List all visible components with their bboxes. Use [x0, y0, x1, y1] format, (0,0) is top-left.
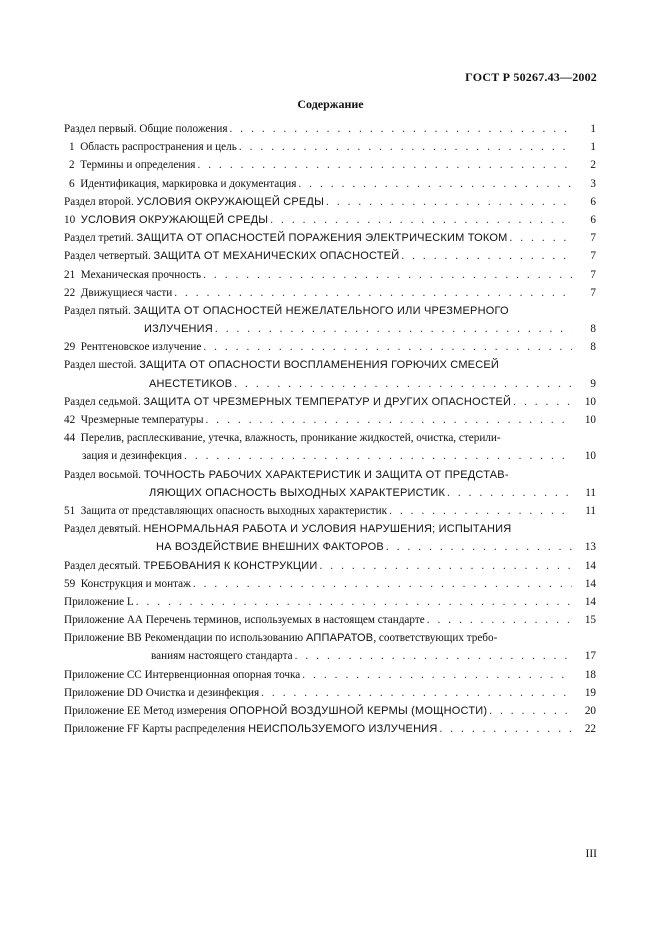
toc-entry-caps-text: ОПОРНОЙ ВОЗДУШНОЙ КЕРМЫ (МОЩНОСТИ)	[229, 705, 488, 717]
toc-entry-page-number: 7	[590, 232, 596, 245]
toc-entry-title	[156, 538, 384, 556]
toc-entry-page-number: 15	[584, 614, 596, 627]
toc-entry-text: 51 Защита от представляющих опасность выходных характеристик	[64, 504, 388, 517]
toc-entry-text: Раздел второй.	[64, 195, 137, 208]
toc-entry-text: Приложение СС Интервенционная опорная точка	[64, 668, 301, 681]
toc-entry-title	[64, 611, 425, 629]
dot-leader	[184, 447, 572, 465]
toc-entry-page-number: 3	[590, 177, 596, 190]
toc-entry-caps-text: ЗАЩИТА ОТ ЧРЕЗМЕРНЫХ ТЕМПЕРАТУР И ДРУГИХ ОПАСНОСТЕЙ	[143, 395, 512, 408]
toc-entry-caps-text: НА ВОЗДЕЙСТВИЕ ВНЕШНИХ ФАКТОРОВ	[156, 541, 384, 554]
dot-leader	[206, 411, 572, 429]
toc-entry-line	[64, 356, 596, 374]
toc-entry-text: ваниям настоящего стандарта	[151, 650, 293, 663]
toc-entry-line	[64, 247, 572, 265]
toc-entry-page-number: 6	[590, 213, 596, 226]
toc-entry-line	[69, 175, 572, 193]
toc-entry-text: 29 Рентгеновское излучение	[64, 341, 202, 354]
toc-entry-text: 2 Термины и определения	[69, 159, 196, 172]
toc-entry[interactable]	[64, 156, 596, 174]
toc-entry-title	[64, 356, 499, 374]
toc-entry-text: Раздел пятый.	[64, 304, 134, 317]
toc-entry-line	[64, 629, 596, 647]
toc-entry[interactable]	[64, 266, 596, 284]
toc-entry[interactable]	[64, 302, 596, 320]
toc-entry-title	[64, 575, 191, 593]
toc-entry-title	[64, 666, 300, 684]
toc-entry-page-number: 11	[585, 486, 596, 499]
toc-entry[interactable]	[64, 175, 596, 193]
toc-entry-line	[149, 375, 572, 393]
toc-entry[interactable]	[64, 684, 596, 702]
toc-entry[interactable]	[64, 557, 596, 575]
dot-leader	[295, 647, 572, 665]
toc-entry-title	[64, 629, 497, 647]
toc-entry[interactable]	[64, 429, 596, 447]
toc-entry-line	[69, 156, 572, 174]
toc-entry-line	[64, 720, 572, 738]
toc-entry-caps-text: ЗАЩИТА ОТ ОПАСНОСТЕЙ НЕЖЕЛАТЕЛЬНОГО ИЛИ ЧРЕЗМЕРНОГО	[133, 304, 509, 317]
toc-entry[interactable]	[64, 593, 596, 611]
toc-entry[interactable]	[64, 229, 596, 247]
dot-leader	[298, 175, 572, 193]
toc-entry-text: зация и дезинфекция	[82, 450, 183, 463]
toc-entry-title	[64, 684, 259, 702]
toc-entry-line	[64, 557, 572, 575]
toc-entry-title	[151, 647, 293, 665]
toc-entry[interactable]	[64, 702, 596, 720]
toc-entry-line	[64, 229, 572, 247]
toc-entry-page-number: 7	[590, 250, 596, 263]
toc-entry-title	[64, 302, 509, 320]
toc-entry-title	[69, 138, 237, 156]
toc-entry-title	[64, 266, 201, 284]
dot-leader	[447, 484, 572, 502]
toc-entry-title	[64, 411, 204, 429]
toc-entry-page-number: 14	[584, 595, 596, 608]
toc-entry[interactable]	[64, 520, 596, 538]
toc-entry-page-number: 14	[584, 559, 596, 572]
dot-leader	[230, 120, 572, 138]
toc-entry-title	[69, 175, 296, 193]
toc-entry-caps-text: ЛЯЮЩИХ ОПАСНОСТЬ ВЫХОДНЫХ ХАРАКТЕРИСТИК	[149, 486, 446, 499]
toc-entry-title	[64, 393, 511, 411]
toc-entry-title	[64, 702, 487, 720]
toc-entry-line	[156, 538, 572, 556]
toc-entry-page-number: 1	[590, 141, 596, 154]
dot-leader	[510, 229, 572, 247]
toc-entry-page-number: 8	[590, 341, 596, 354]
dot-leader	[489, 702, 572, 720]
toc-entry[interactable]	[64, 447, 596, 465]
dot-leader	[203, 338, 572, 356]
toc-entry-title	[64, 520, 511, 538]
toc-entry-title	[144, 320, 213, 338]
toc-title: Содержание	[297, 97, 364, 111]
toc-entry-caps-text: ИЗЛУЧЕНИЯ	[144, 323, 213, 336]
toc-entry-caps-text: НЕИСПОЛЬЗУЕМОГО ИЗЛУЧЕНИЯ	[248, 723, 438, 736]
toc-entry-text: 42 Чрезмерные температуры	[64, 414, 204, 426]
toc-entry[interactable]	[64, 538, 596, 556]
toc-entry-caps-text: АНЕСТЕТИКОВ	[149, 377, 233, 390]
toc-entry-page-number: 20	[584, 705, 596, 717]
toc-entry-page-number: 10	[584, 450, 596, 463]
standard-header: ГОСТ Р 50267.43—2002	[465, 70, 597, 84]
toc-entry-title	[64, 557, 317, 575]
toc-entry-title	[64, 229, 508, 247]
toc-entry-caps-text: УСЛОВИЯ ОКРУЖАЮЩЕЙ СРЕДЫ	[136, 195, 325, 208]
toc-entry-text: Раздел седьмой.	[64, 395, 144, 408]
dot-leader	[513, 393, 572, 411]
toc-entry-line	[69, 138, 572, 156]
dot-leader	[270, 211, 572, 229]
toc-entry-line	[64, 266, 572, 284]
toc-entry-title	[64, 466, 509, 484]
toc-entry-line	[64, 684, 572, 702]
toc-entry-text: Приложение ЕЕ Метод измерения	[64, 705, 230, 717]
toc-entry-line	[64, 338, 572, 356]
dot-leader	[203, 266, 572, 284]
toc-entry-line	[64, 302, 596, 320]
toc-entry[interactable]	[64, 502, 596, 520]
toc-entry-line	[64, 520, 596, 538]
toc-entry[interactable]	[64, 375, 596, 393]
toc-entry[interactable]	[64, 393, 596, 411]
toc-entry-title	[64, 338, 201, 356]
toc-entry-text-suffix: , соответствующих требо-	[373, 632, 498, 645]
toc-entry-text: Приложение L	[64, 595, 134, 608]
dot-leader	[234, 375, 572, 393]
toc-entry[interactable]	[64, 411, 596, 429]
toc-entry-title	[64, 502, 387, 520]
toc-entry-text: 21 Механическая прочность	[64, 268, 202, 281]
toc-entry-page-number: 18	[584, 668, 596, 681]
toc-entry-page-number: 8	[590, 323, 596, 336]
toc-entry-caps-text: АППАРАТОВ	[305, 632, 374, 645]
toc-entry-text: Раздел первый. Общие положения	[64, 123, 228, 135]
toc-entry-text: 10	[64, 213, 81, 226]
toc-entry-text: Раздел третий.	[64, 232, 137, 245]
toc-entry-caps-text: ЗАЩИТА ОТ ОПАСНОСТЕЙ ПОРАЖЕНИЯ ЭЛЕКТРИЧЕСКИМ ТОКОМ	[136, 232, 508, 245]
dot-leader	[197, 156, 572, 174]
toc-entry[interactable]	[64, 211, 596, 229]
toc-entry-title	[64, 593, 134, 611]
toc-entry-line	[64, 411, 572, 429]
toc-entry[interactable]	[64, 320, 596, 338]
toc-entry-title	[64, 120, 228, 138]
toc-entry-page-number: 14	[584, 577, 596, 590]
toc-entry-page-number: 17	[584, 650, 596, 663]
toc-entry[interactable]	[64, 338, 596, 356]
toc-entry-line	[64, 193, 572, 211]
toc-entry-line	[64, 284, 572, 302]
dot-leader	[401, 247, 572, 265]
toc-entry-text: Приложение АА Перечень терминов, используемых в настоящем стандарте	[64, 614, 425, 627]
page-number: III	[585, 848, 597, 860]
dot-leader	[389, 502, 572, 520]
toc-entry-text: 22 Движущиеся части	[64, 286, 173, 299]
table-of-contents	[64, 120, 596, 738]
dot-leader	[439, 720, 572, 738]
toc-entry-title	[149, 484, 445, 502]
toc-entry-title	[82, 447, 182, 465]
toc-entry-line	[64, 575, 572, 593]
toc-entry-page-number: 7	[590, 268, 596, 281]
toc-entry-title	[64, 429, 501, 447]
toc-entry-line	[64, 466, 596, 484]
toc-entry[interactable]	[64, 138, 596, 156]
toc-entry-text: Раздел девятый.	[64, 523, 144, 536]
toc-entry[interactable]	[64, 193, 596, 211]
toc-entry[interactable]	[64, 484, 596, 502]
toc-entry-line	[144, 320, 572, 338]
toc-entry[interactable]	[64, 466, 596, 484]
toc-entry-line	[64, 593, 572, 611]
dot-leader	[427, 611, 572, 629]
toc-entry-line	[82, 447, 572, 465]
toc-entry-line	[64, 429, 596, 447]
toc-entry-line	[64, 502, 572, 520]
dot-leader	[326, 193, 572, 211]
toc-entry[interactable]	[64, 666, 596, 684]
toc-entry-line	[64, 666, 572, 684]
dot-leader	[386, 538, 572, 556]
toc-entry-title	[64, 284, 172, 302]
dot-leader	[319, 557, 572, 575]
toc-entry-line	[64, 611, 572, 629]
dot-leader	[239, 138, 572, 156]
dot-leader	[302, 666, 572, 684]
toc-entry-caps-text: ЗАЩИТА ОТ ОПАСНОСТИ ВОСПЛАМЕНЕНИЯ ГОРЮЧИХ СМЕСЕЙ	[139, 359, 500, 372]
toc-entry-page-number: 2	[590, 159, 596, 172]
toc-entry-page-number: 22	[584, 723, 596, 736]
toc-entry-text: 44 Перелив, расплескивание, утечка, влажность, проникание жидкостей, очистка, стерили-	[64, 432, 501, 445]
toc-entry-line	[64, 120, 572, 138]
toc-entry[interactable]	[64, 120, 596, 138]
toc-entry-caps-text: ТРЕБОВАНИЯ К КОНСТРУКЦИИ	[143, 559, 318, 572]
toc-entry-line	[64, 393, 572, 411]
toc-entry-title	[64, 193, 324, 211]
toc-entry-text: Раздел десятый.	[64, 559, 144, 572]
toc-entry-line	[149, 484, 572, 502]
toc-entry-text: Раздел восьмой.	[64, 468, 144, 481]
dot-leader	[193, 575, 572, 593]
toc-entry-page-number: 11	[585, 504, 596, 517]
toc-entry[interactable]	[64, 611, 596, 629]
toc-entry[interactable]	[64, 647, 596, 665]
toc-entry-page-number: 1	[590, 123, 596, 135]
toc-entry[interactable]	[64, 629, 596, 647]
toc-entry[interactable]	[64, 284, 596, 302]
toc-entry[interactable]	[64, 575, 596, 593]
toc-entry-line	[64, 702, 572, 720]
toc-entry-page-number: 10	[584, 414, 596, 426]
dot-leader	[136, 593, 572, 611]
toc-entry-text: 59 Конструкция и монтаж	[64, 577, 191, 590]
dot-leader	[261, 684, 572, 702]
toc-entry[interactable]	[64, 720, 596, 738]
toc-entry[interactable]	[64, 356, 596, 374]
toc-entry-line	[64, 211, 572, 229]
toc-entry-title	[64, 211, 268, 229]
dot-leader	[215, 320, 572, 338]
toc-entry-page-number: 19	[584, 686, 596, 699]
toc-entry-page-number: 7	[590, 286, 596, 299]
toc-entry-text: Раздел четвертый.	[64, 250, 154, 263]
toc-entry-text: Приложение DD Очистка и дезинфекция	[64, 686, 260, 699]
toc-entry-text: Приложение FF Карты распределения	[64, 723, 249, 736]
toc-entry-title	[149, 375, 232, 393]
toc-entry-title	[64, 247, 399, 265]
toc-entry-page-number: 6	[590, 195, 596, 208]
toc-entry-caps-text: ТОЧНОСТЬ РАБОЧИХ ХАРАКТЕРИСТИК И ЗАЩИТА ОТ ПРЕДСТАВ-	[143, 468, 509, 481]
dot-leader	[174, 284, 572, 302]
toc-entry-text: Приложение ВВ Рекомендации по использованию	[64, 632, 306, 645]
toc-entry-caps-text: НЕНОРМАЛЬНАЯ РАБОТА И УСЛОВИЯ НАРУШЕНИЯ; ИСПЫТАНИЯ	[143, 523, 512, 536]
toc-entry-caps-text: ЗАЩИТА ОТ МЕХАНИЧЕСКИХ ОПАСНОСТЕЙ	[153, 250, 400, 263]
toc-entry[interactable]	[64, 247, 596, 265]
toc-entry-text: 1 Область распространения и цель	[69, 141, 237, 154]
toc-entry-page-number: 10	[584, 395, 596, 408]
toc-entry-line	[151, 647, 572, 665]
toc-entry-caps-text: УСЛОВИЯ ОКРУЖАЮЩЕЙ СРЕДЫ	[80, 213, 269, 226]
toc-entry-page-number: 9	[590, 377, 596, 390]
toc-entry-title	[64, 720, 437, 738]
toc-entry-title	[69, 156, 195, 174]
toc-entry-text: Раздел шестой.	[64, 359, 140, 372]
toc-entry-text: 6 Идентификация, маркировка и документация	[69, 177, 297, 190]
toc-entry-page-number: 13	[584, 541, 596, 554]
